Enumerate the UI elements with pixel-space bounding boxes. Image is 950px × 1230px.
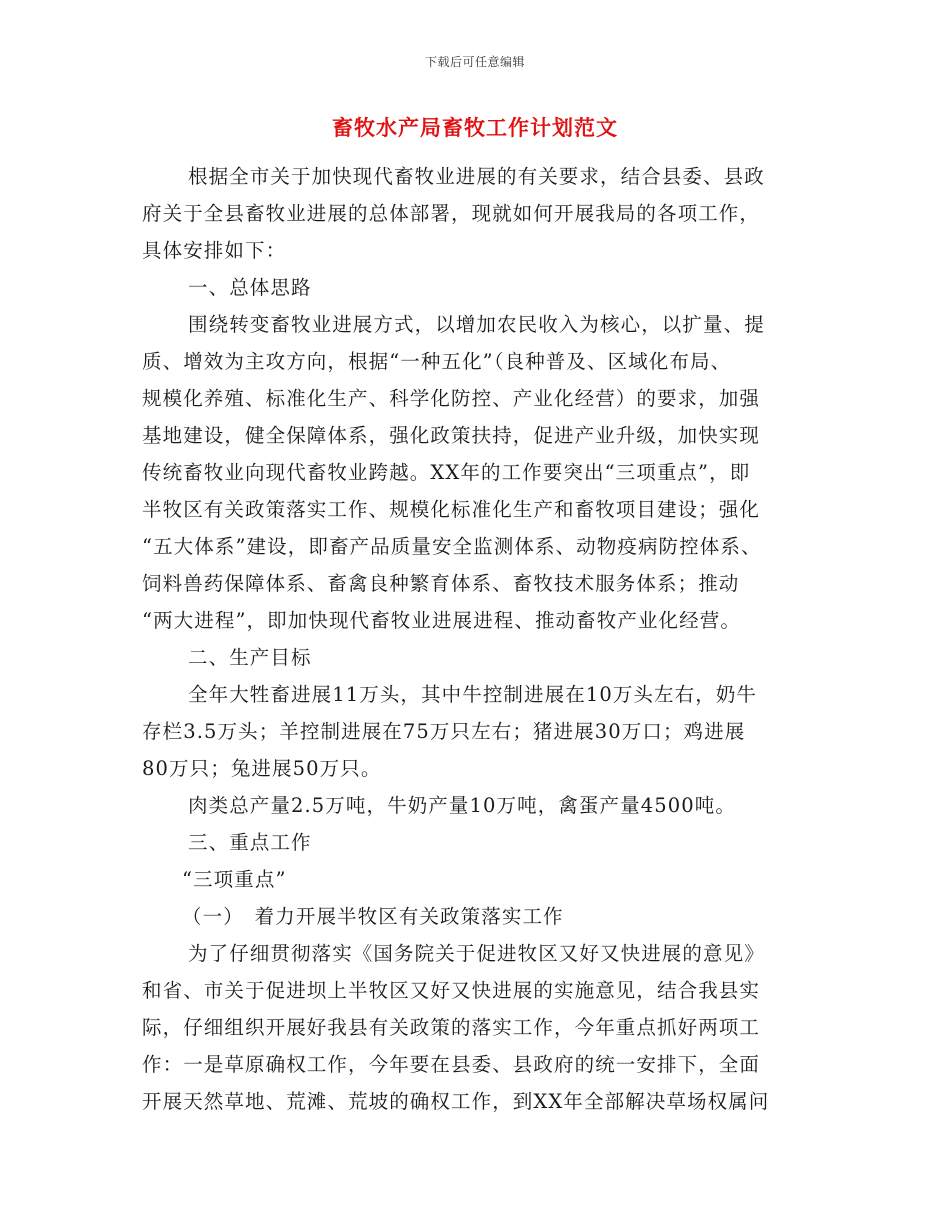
text-line: 为了仔细贯彻落实《国务院关于促进牧区又好又快进展的意见》 (188, 942, 765, 965)
text-line: 传统畜牧业向现代畜牧业跨越。XX年的工作要突出“三项重点”，即 (142, 461, 751, 484)
text-line: 具体安排如下： (142, 239, 287, 262)
document-title: 畜牧水产局畜牧工作计划范文 (332, 115, 618, 140)
text-line: 全年大牲畜进展11万头，其中牛控制进展在10万头左右，奶牛 (188, 683, 758, 706)
section-heading: 二、生产目标 (188, 646, 312, 669)
text-line: 和省、市关于促进坝上半牧区又好又快进展的实施意见，结合我县实 (142, 979, 761, 1002)
section-heading: 一、总体思路 (188, 276, 312, 299)
section-heading: 三、重点工作 (188, 831, 312, 854)
text-line: 存栏3.5万头；羊控制进展在75万只左右；猪进展30万口；鸡进展 (142, 720, 746, 743)
subsection-heading: （一） 着力开展半牧区有关政策落实工作 (182, 905, 564, 928)
text-line: 根据全市关于加快现代畜牧业进展的有关要求，结合县委、县政 (188, 165, 765, 188)
text-line: 围绕转变畜牧业进展方式，以增加农民收入为核心，以扩量、提 (188, 313, 765, 336)
text-line: 际，仔细组织开展好我县有关政策的落实工作，今年重点抓好两项工 (142, 1016, 761, 1039)
header-note: 下载后可任意编辑 (424, 55, 525, 69)
text-line: 肉类总产量2.5万吨，牛奶产量10万吨，禽蛋产量4500吨。 (188, 794, 736, 817)
text-line: 基地建设，健全保障体系，强化政策扶持，促进产业升级，加快实现 (142, 424, 761, 447)
text-line: 作：一是草原确权工作，今年要在县委、县政府的统一安排下，全面 (142, 1053, 761, 1076)
text-line: 质、增效为主攻方向，根据“一种五化”（良种普及、区域化布局、 (142, 350, 732, 373)
text-line: “两大进程”，即加快现代畜牧业进展进程、推动畜牧产业化经营。 (142, 609, 741, 632)
text-line: “五大体系”建设，即畜产品质量安全监测体系、动物疫病防控体系、 (142, 535, 762, 558)
text-line: 府关于全县畜牧业进展的总体部署，现就如何开展我局的各项工作， (142, 202, 761, 225)
document-body (142, 158, 822, 1120)
text-line: 开展天然草地、荒滩、荒坡的确权工作，到XX年全部解决草场权属问 (142, 1090, 770, 1113)
text-line: 80万只；兔进展50万只。 (142, 757, 382, 780)
text-line: 半牧区有关政策落实工作、规模化标准化生产和畜牧项目建设；强化 (142, 498, 761, 521)
text-line: 饲料兽药保障体系、畜禽良种繁育体系、畜牧技术服务体系；推动 (142, 572, 740, 595)
subsection-heading: “三项重点” (182, 868, 287, 891)
text-line: 规模化养殖、标准化生产、科学化防控、产业化经营）的要求，加强 (142, 387, 761, 410)
